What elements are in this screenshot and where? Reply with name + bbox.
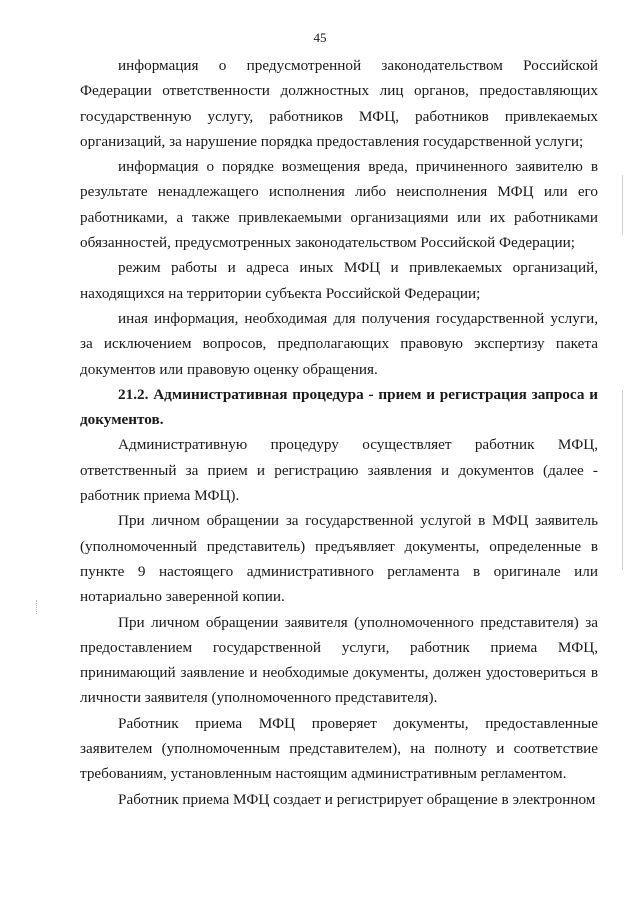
paragraph-identity-check: При личном обращении заявителя (уполномоченного представителя) за предоставлением государственной услуги, работник приема МФЦ, принимающий заявление и необходимые документы, должен удостовериться в личности заявителя (уполномоченного представителя). [80, 613, 598, 707]
paragraph-responsible-worker: Административную процедуру осуществляет работник МФЦ, ответственный за прием и регистрацию заявления и документов (далее - работник приема МФЦ). [80, 436, 598, 505]
paragraph-liability-info: информация о предусмотренной законодательством Российской Федерации ответственности должностных лиц органов, предоставляющих государственную услугу, работников МФЦ, работников привлекаемых организаций, за нарушение порядка предоставления государственной услуги; [80, 57, 598, 150]
document-body [80, 53, 598, 812]
paragraph-other-info: иная информация, необходимая для получения государственной услуги, за исключением вопросов, предполагающих правовую экспертизу пакета документов или правовую оценку обращения. [80, 309, 598, 378]
paragraph-document-check: Работник приема МФЦ проверяет документы, предоставленные заявителем (уполномоченным представителем), на полноту и соответствие требованиям, установленным настоящим административным регламентом. [80, 714, 598, 783]
page-number: 45 [313, 30, 327, 45]
paragraph-damage-compensation: информация о порядке возмещения вреда, причиненного заявителю в результате ненадлежащего исполнения либо неисполнения МФЦ или его работниками, а также привлекаемыми организациями или их работниками обязанностей, предусмотренных законодательством Российской Федерации; [80, 158, 598, 252]
paragraph-registration: Работник приема МФЦ создает и регистрирует обращение в электронном [118, 790, 596, 808]
section-heading: 21.2. Административная процедура - прием и регистрация запроса и документов. [80, 385, 598, 429]
scan-margin-line [622, 390, 623, 570]
paragraph-working-hours: режим работы и адреса иных МФЦ и привлекаемых организаций, находящихся на территории субъекта Российской Федерации; [80, 259, 598, 302]
paragraph-personal-application: При личном обращении за государственной услугой в МФЦ заявитель (уполномоченный представитель) предъявляет документы, определенные в пункте 9 настоящего административного регламента в оригинале или нотариально заверенной копии. [80, 512, 598, 606]
scan-artifact [36, 600, 38, 614]
scan-margin-line [622, 175, 623, 235]
